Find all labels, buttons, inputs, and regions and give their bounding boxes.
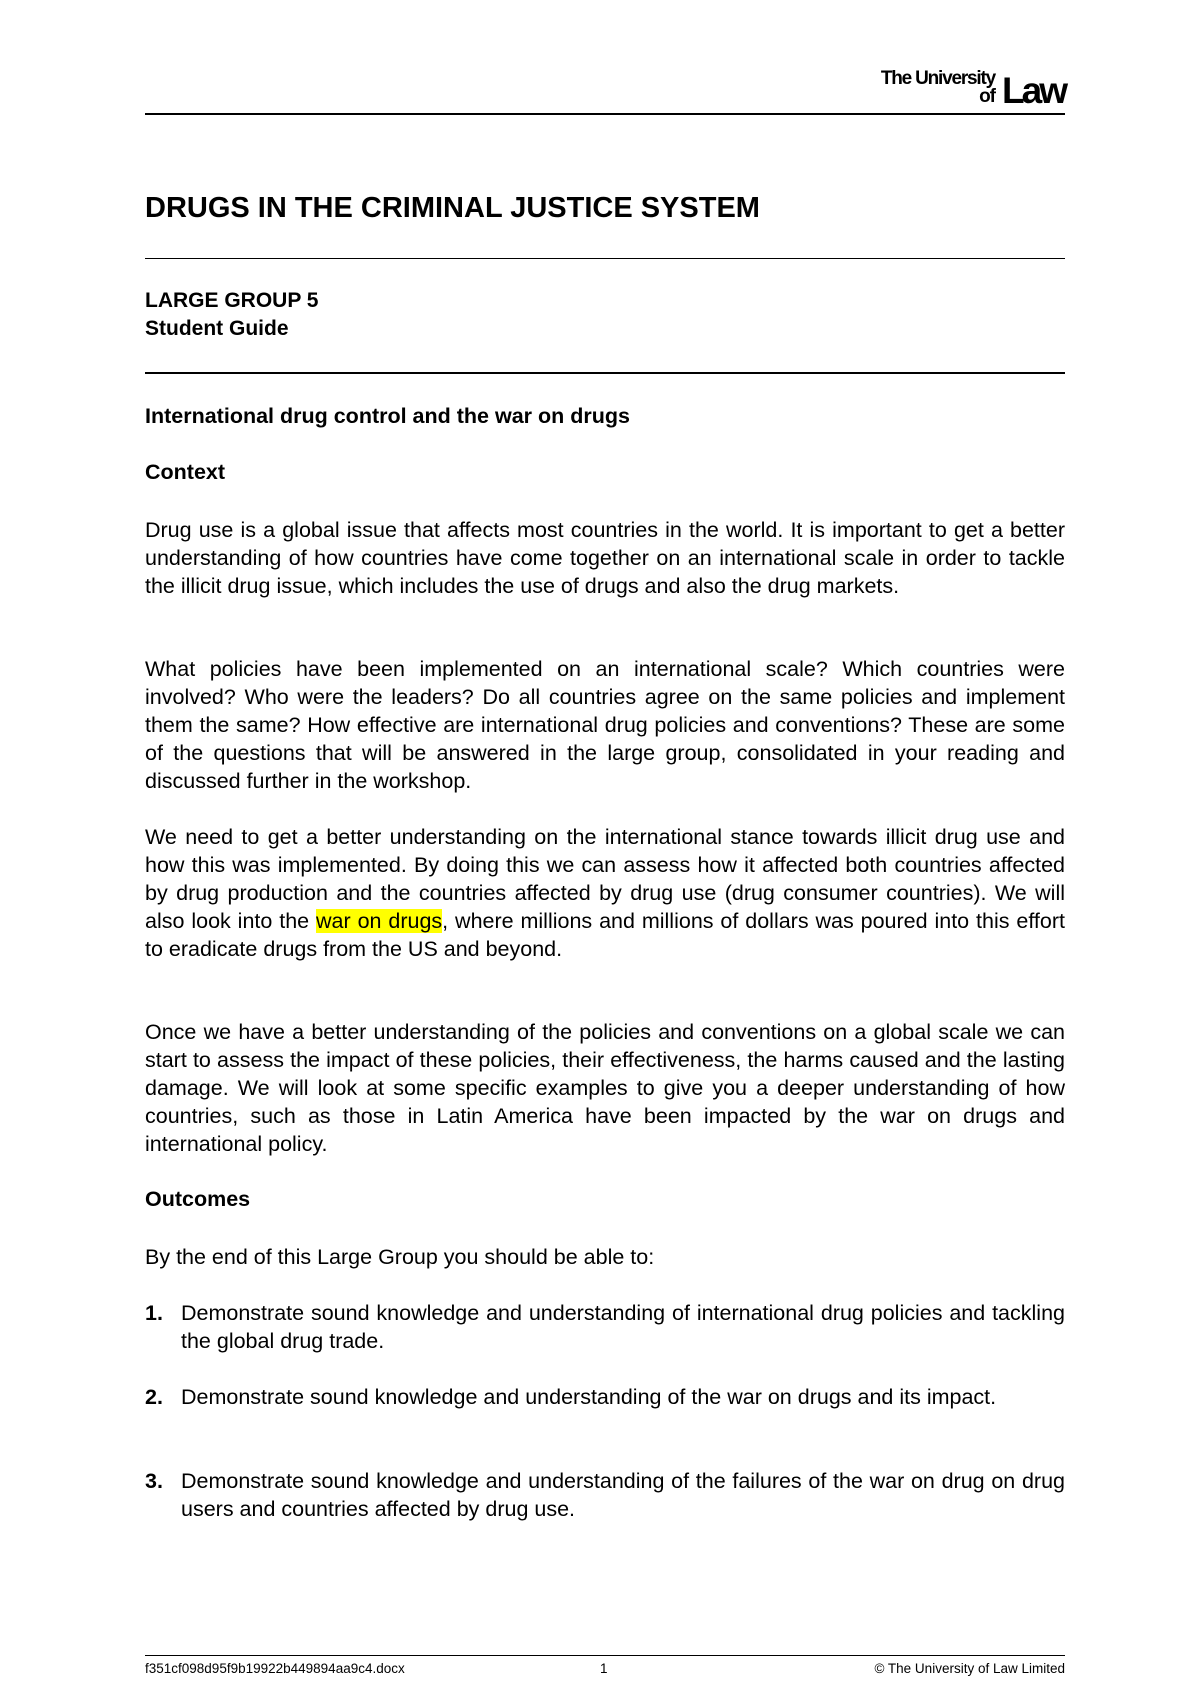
footer-page-number: 1 <box>600 1661 608 1676</box>
university-of-law-logo <box>845 64 1065 110</box>
context-paragraph-1: Drug use is a global issue that affects most countries in the world. It is important to get a better understanding of how countries have come together on an international scale in order to tackle the illicit drug issue, which includes the use of drugs and also the drug markets. <box>145 518 1065 598</box>
outcome-number: 2. <box>145 1385 163 1409</box>
outcome-text: Demonstrate sound knowledge and understanding of the war on drugs and its impact. <box>181 1385 997 1409</box>
logo-text-of: of <box>979 86 995 107</box>
outcome-number: 3. <box>145 1469 163 1493</box>
document-page <box>145 0 1065 1698</box>
subtitle-rule <box>145 372 1065 374</box>
paragraph-3-text-start: We need to get a better understanding on the international stance towards illicit drug use and how this was implemented. By doing this we can assess how it affected both countries affected by drug production and the countries affected by drug use (drug consumer countries). We will also look into the <box>145 825 1065 933</box>
header-rule <box>145 113 1065 115</box>
footer-filename: f351cf098d95f9b19922b449894aa9c4.docx <box>145 1661 405 1676</box>
context-heading: Context <box>145 460 226 484</box>
context-paragraph-2: What policies have been implemented on an international scale? Which countries were involved? Who were the leaders? Do all countries agree on the same policies and implement them the same? How effective are international drug policies and conventions? These are some of the questions that will be answered in the large group, consolidated in your reading and discussed further in the workshop. <box>145 657 1065 793</box>
student-guide-label: Student Guide <box>145 317 289 340</box>
logo-text-law: Law <box>1002 70 1065 111</box>
large-group-label: LARGE GROUP 5 <box>145 289 319 312</box>
outcome-text: Demonstrate sound knowledge and understanding of international drug policies and tackling the global drug trade. <box>181 1301 1065 1353</box>
document-title: DRUGS IN THE CRIMINAL JUSTICE SYSTEM <box>145 192 760 224</box>
context-paragraph-4: Once we have a better understanding of the policies and conventions on a global scale we can start to assess the impact of these policies, their effectiveness, the harms caused and the lasting damage. We will look at some specific examples to give you a deeper understanding of how countries, such as those in Latin America have been impacted by the war on drugs and international policy. <box>145 1020 1065 1156</box>
section-title: International drug control and the war on drugs <box>145 404 630 428</box>
footer-rule <box>145 1655 1065 1656</box>
outcome-text: Demonstrate sound knowledge and understanding of the failures of the war on drug on drug users and countries affected by drug use. <box>181 1469 1065 1521</box>
title-rule <box>145 258 1065 259</box>
footer-copyright: © The University of Law Limited <box>874 1661 1065 1676</box>
logo-text-the-university: The University <box>880 68 995 89</box>
context-paragraph-3 <box>145 823 1065 963</box>
outcomes-intro: By the end of this Large Group you should be able to: <box>145 1245 655 1269</box>
outcomes-heading: Outcomes <box>145 1187 251 1211</box>
outcome-number: 1. <box>145 1301 163 1325</box>
highlighted-war-on-drugs: war on drugs <box>316 909 443 933</box>
paragraph-3-text-end: , where millions and millions of dollars was poured into this effort to eradicate drugs from the US and beyond. <box>145 909 1065 961</box>
